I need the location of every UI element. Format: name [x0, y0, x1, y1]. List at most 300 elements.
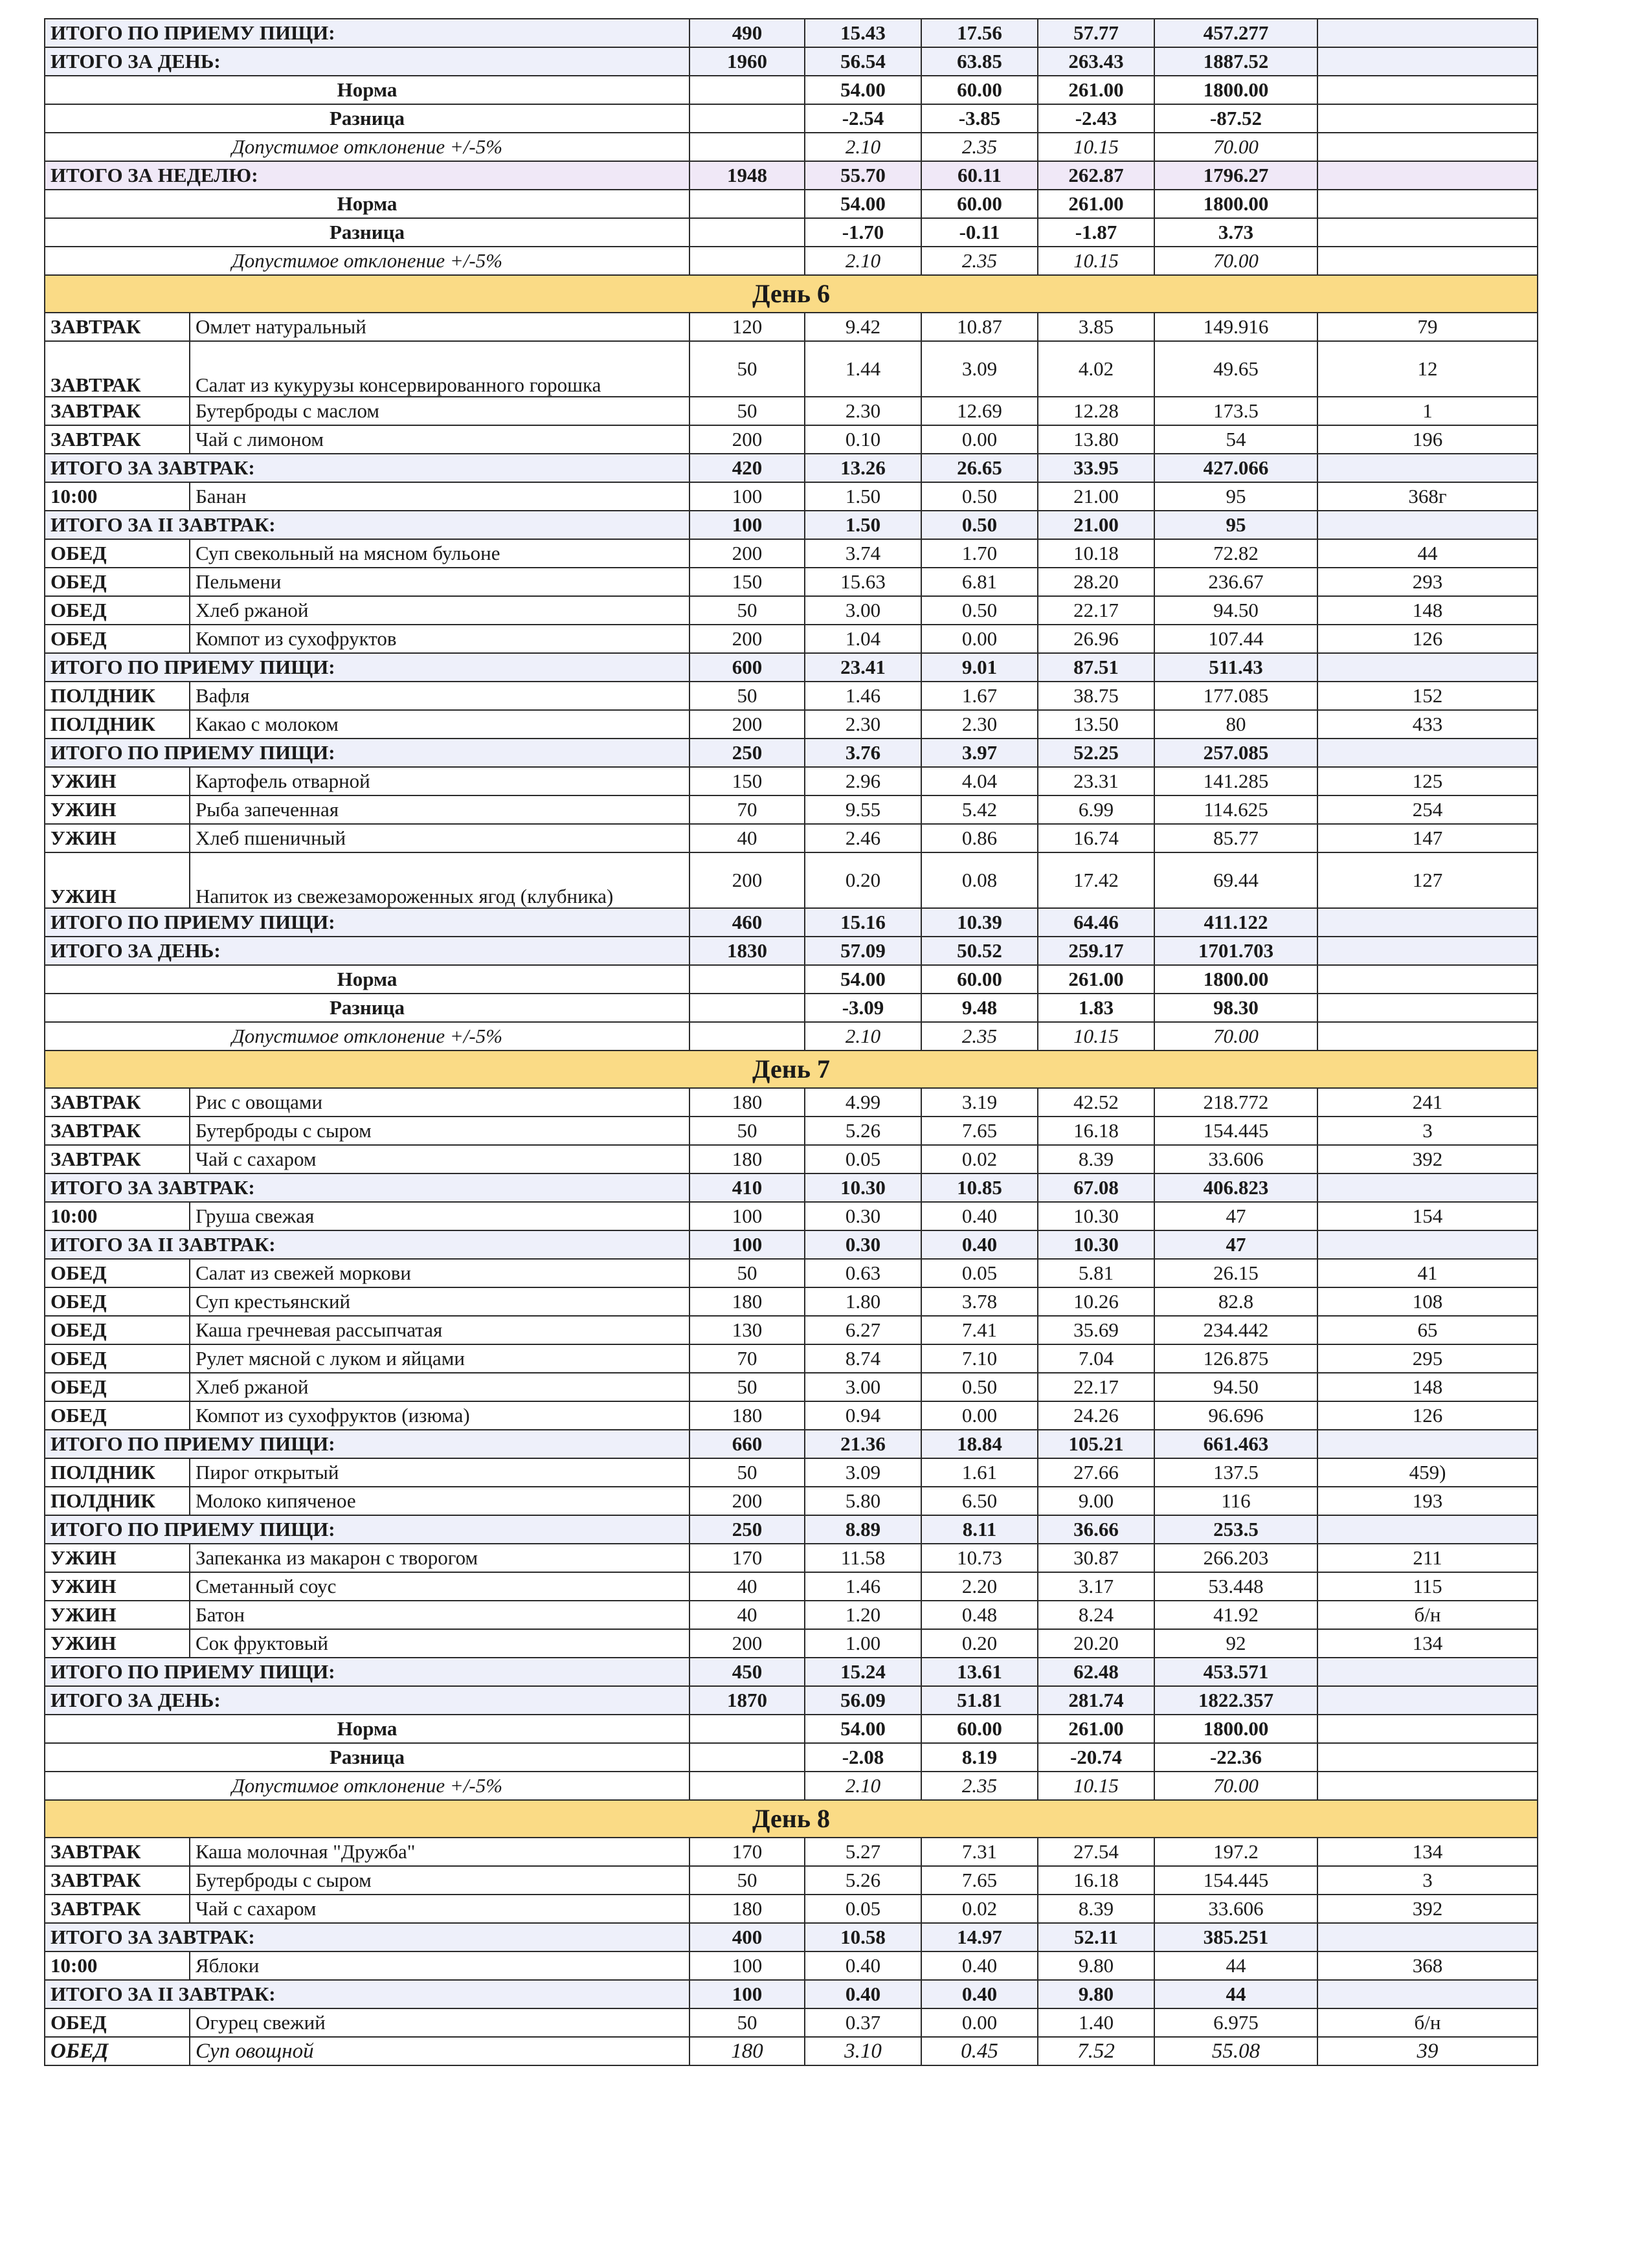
protein-cell: 0.37: [805, 2008, 921, 2037]
weight-cell: 40: [689, 1572, 805, 1601]
summary-label: Норма: [45, 1715, 689, 1743]
recipe-number-cell: б/н: [1317, 2008, 1538, 2037]
dish-cell: Молоко кипяченое: [190, 1487, 689, 1515]
weight-cell: 410: [689, 1173, 805, 1202]
weight-cell: 180: [689, 1088, 805, 1117]
norm-row: [45, 190, 1538, 218]
weight-cell: 170: [689, 1838, 805, 1866]
energy-cell: 427.066: [1154, 454, 1317, 482]
energy-cell: 3.73: [1154, 218, 1317, 247]
protein-cell: 5.80: [805, 1487, 921, 1515]
recipe-number-cell: 134: [1317, 1838, 1538, 1866]
protein-cell: -2.08: [805, 1743, 921, 1772]
total-row: [45, 1173, 1538, 1202]
meal-cell: ОБЕД: [45, 1316, 190, 1344]
dish-row: [45, 1895, 1538, 1923]
fat-cell: 0.00: [921, 425, 1038, 454]
recipe-number-cell: 193: [1317, 1487, 1538, 1515]
day-header-row: [45, 1051, 1538, 1088]
weight-cell: 130: [689, 1316, 805, 1344]
protein-cell: 3.76: [805, 739, 921, 767]
summary-label: ИТОГО ЗА II ЗАВТРАК:: [45, 1980, 689, 2008]
dish-cell: Сок фруктовый: [190, 1629, 689, 1658]
carbs-cell: 261.00: [1038, 965, 1154, 994]
dish-row: [45, 1951, 1538, 1980]
summary-label: ИТОГО ЗА ДЕНЬ:: [45, 937, 689, 965]
fat-cell: 2.35: [921, 247, 1038, 275]
weight-cell: 200: [689, 1629, 805, 1658]
fat-cell: 7.65: [921, 1117, 1038, 1145]
weight-cell: 50: [689, 1259, 805, 1287]
weight-cell: 400: [689, 1923, 805, 1951]
meal-cell: ЗАВТРАК: [45, 425, 190, 454]
fat-cell: 0.48: [921, 1601, 1038, 1629]
recipe-number-cell: 196: [1317, 425, 1538, 454]
protein-cell: 2.10: [805, 1772, 921, 1800]
carbs-cell: 16.18: [1038, 1117, 1154, 1145]
total-row: [45, 19, 1538, 47]
recipe-number-cell: [1317, 1658, 1538, 1686]
fat-cell: 0.86: [921, 824, 1038, 852]
difference-row: [45, 218, 1538, 247]
energy-cell: 266.203: [1154, 1544, 1317, 1572]
recipe-number-cell: [1317, 937, 1538, 965]
dish-cell: Груша свежая: [190, 1202, 689, 1230]
protein-cell: 2.10: [805, 1022, 921, 1051]
meal-cell: ЗАВТРАК: [45, 1117, 190, 1145]
summary-label: Норма: [45, 190, 689, 218]
recipe-number-cell: 115: [1317, 1572, 1538, 1601]
fat-cell: 12.69: [921, 397, 1038, 425]
energy-cell: 1701.703: [1154, 937, 1317, 965]
summary-label: ИТОГО ПО ПРИЕМУ ПИЩИ:: [45, 653, 689, 682]
norm-row: [45, 1715, 1538, 1743]
recipe-number-cell: 108: [1317, 1287, 1538, 1316]
carbs-cell: 105.21: [1038, 1430, 1154, 1458]
energy-cell: 1887.52: [1154, 47, 1317, 76]
fat-cell: 3.78: [921, 1287, 1038, 1316]
weight-cell: [689, 965, 805, 994]
fat-cell: 3.09: [921, 341, 1038, 397]
dish-cell: Хлеб ржаной: [190, 596, 689, 625]
total-row: [45, 511, 1538, 539]
fat-cell: 0.50: [921, 511, 1038, 539]
day-header: День 8: [45, 1800, 1538, 1838]
summary-label: Допустимое отклонение +/-5%: [45, 133, 689, 161]
recipe-number-cell: 148: [1317, 1373, 1538, 1401]
carbs-cell: 10.15: [1038, 247, 1154, 275]
fat-cell: 7.65: [921, 1866, 1038, 1895]
recipe-number-cell: 126: [1317, 1401, 1538, 1430]
meal-cell: ОБЕД: [45, 596, 190, 625]
total-row: [45, 454, 1538, 482]
protein-cell: 0.94: [805, 1401, 921, 1430]
dish-cell: Батон: [190, 1601, 689, 1629]
weight-cell: [689, 218, 805, 247]
dish-cell: Бутерброды с сыром: [190, 1117, 689, 1145]
dish-row: [45, 1145, 1538, 1173]
fat-cell: 1.70: [921, 539, 1038, 568]
carbs-cell: 62.48: [1038, 1658, 1154, 1686]
difference-row: [45, 104, 1538, 133]
carbs-cell: 35.69: [1038, 1316, 1154, 1344]
weight-cell: 200: [689, 710, 805, 739]
fat-cell: 8.11: [921, 1515, 1038, 1544]
tolerance-row: [45, 1772, 1538, 1800]
dish-row: [45, 1601, 1538, 1629]
weight-cell: 180: [689, 1287, 805, 1316]
energy-cell: 54: [1154, 425, 1317, 454]
meal-cell: ОБЕД: [45, 1344, 190, 1373]
dish-cell: Рис с овощами: [190, 1088, 689, 1117]
weight-cell: 50: [689, 2008, 805, 2037]
fat-cell: 63.85: [921, 47, 1038, 76]
meal-cell: 10:00: [45, 1951, 190, 1980]
carbs-cell: 4.02: [1038, 341, 1154, 397]
protein-cell: 2.10: [805, 133, 921, 161]
protein-cell: 5.26: [805, 1117, 921, 1145]
energy-cell: 47: [1154, 1202, 1317, 1230]
weight-cell: 120: [689, 313, 805, 341]
weight-cell: 100: [689, 1980, 805, 2008]
dish-cell: Омлет натуральный: [190, 313, 689, 341]
weight-cell: 250: [689, 1515, 805, 1544]
recipe-number-cell: [1317, 76, 1538, 104]
weight-cell: 200: [689, 625, 805, 653]
carbs-cell: 23.31: [1038, 767, 1154, 795]
protein-cell: 3.00: [805, 1373, 921, 1401]
dish-row: [45, 2008, 1538, 2037]
protein-cell: 9.42: [805, 313, 921, 341]
weight-cell: 50: [689, 1866, 805, 1895]
energy-cell: 1800.00: [1154, 76, 1317, 104]
recipe-number-cell: 293: [1317, 568, 1538, 596]
dish-row: [45, 1344, 1538, 1373]
total-row: [45, 1923, 1538, 1951]
recipe-number-cell: 3: [1317, 1117, 1538, 1145]
energy-cell: 82.8: [1154, 1287, 1317, 1316]
summary-label: ИТОГО ПО ПРИЕМУ ПИЩИ:: [45, 19, 689, 47]
carbs-cell: 52.25: [1038, 739, 1154, 767]
fat-cell: 2.20: [921, 1572, 1038, 1601]
weight-cell: [689, 76, 805, 104]
weight-cell: 50: [689, 596, 805, 625]
carbs-cell: 42.52: [1038, 1088, 1154, 1117]
energy-cell: 47: [1154, 1230, 1317, 1259]
fat-cell: 0.40: [921, 1202, 1038, 1230]
meal-cell: ЗАВТРАК: [45, 1145, 190, 1173]
recipe-number-cell: [1317, 653, 1538, 682]
carbs-cell: 259.17: [1038, 937, 1154, 965]
dish-row: [45, 1866, 1538, 1895]
summary-label: ИТОГО ЗА ДЕНЬ:: [45, 1686, 689, 1715]
summary-label: Разница: [45, 218, 689, 247]
dish-cell: Салат из свежей моркови: [190, 1259, 689, 1287]
carbs-cell: 27.54: [1038, 1838, 1154, 1866]
dish-row: [45, 1088, 1538, 1117]
recipe-number-cell: 39: [1317, 2037, 1538, 2065]
weight-cell: 50: [689, 682, 805, 710]
dish-cell: Напиток из свежезамороженных ягод (клубника): [190, 852, 689, 908]
carbs-cell: 7.04: [1038, 1344, 1154, 1373]
fat-cell: 0.02: [921, 1895, 1038, 1923]
carbs-cell: 5.81: [1038, 1259, 1154, 1287]
protein-cell: 10.58: [805, 1923, 921, 1951]
energy-cell: 94.50: [1154, 1373, 1317, 1401]
meal-cell: 10:00: [45, 482, 190, 511]
weight-cell: 180: [689, 1401, 805, 1430]
dish-row: [45, 1316, 1538, 1344]
carbs-cell: 262.87: [1038, 161, 1154, 190]
protein-cell: 55.70: [805, 161, 921, 190]
dish-row: [45, 1401, 1538, 1430]
energy-cell: 80: [1154, 710, 1317, 739]
protein-cell: 1.00: [805, 1629, 921, 1658]
dish-row: [45, 1838, 1538, 1866]
meal-cell: УЖИН: [45, 1544, 190, 1572]
dish-cell: Картофель отварной: [190, 767, 689, 795]
meal-cell: ЗАВТРАК: [45, 1838, 190, 1866]
dish-row: [45, 710, 1538, 739]
protein-cell: 15.63: [805, 568, 921, 596]
carbs-cell: 17.42: [1038, 852, 1154, 908]
carbs-cell: 8.24: [1038, 1601, 1154, 1629]
protein-cell: 56.09: [805, 1686, 921, 1715]
energy-cell: 253.5: [1154, 1515, 1317, 1544]
meal-cell: ОБЕД: [45, 1259, 190, 1287]
energy-cell: 173.5: [1154, 397, 1317, 425]
protein-cell: 2.96: [805, 767, 921, 795]
dish-row: [45, 1629, 1538, 1658]
energy-cell: 218.772: [1154, 1088, 1317, 1117]
recipe-number-cell: 134: [1317, 1629, 1538, 1658]
fat-cell: 51.81: [921, 1686, 1038, 1715]
total-row: [45, 653, 1538, 682]
weight-cell: 660: [689, 1430, 805, 1458]
fat-cell: 26.65: [921, 454, 1038, 482]
recipe-number-cell: [1317, 1230, 1538, 1259]
recipe-number-cell: 148: [1317, 596, 1538, 625]
dish-cell: Чай с сахаром: [190, 1895, 689, 1923]
recipe-number-cell: 152: [1317, 682, 1538, 710]
summary-label: ИТОГО ЗА ЗАВТРАК:: [45, 454, 689, 482]
energy-cell: 92: [1154, 1629, 1317, 1658]
meal-cell: УЖИН: [45, 767, 190, 795]
protein-cell: 23.41: [805, 653, 921, 682]
recipe-number-cell: 433: [1317, 710, 1538, 739]
fat-cell: 0.45: [921, 2037, 1038, 2065]
energy-cell: 126.875: [1154, 1344, 1317, 1373]
weight-cell: 600: [689, 653, 805, 682]
energy-cell: 53.448: [1154, 1572, 1317, 1601]
protein-cell: 1.20: [805, 1601, 921, 1629]
fat-cell: 5.42: [921, 795, 1038, 824]
meal-cell: ОБЕД: [45, 1401, 190, 1430]
weight-cell: 180: [689, 2037, 805, 2065]
protein-cell: -1.70: [805, 218, 921, 247]
recipe-number-cell: 254: [1317, 795, 1538, 824]
recipe-number-cell: 295: [1317, 1344, 1538, 1373]
protein-cell: 0.30: [805, 1230, 921, 1259]
carbs-cell: 67.08: [1038, 1173, 1154, 1202]
carbs-cell: 3.17: [1038, 1572, 1154, 1601]
recipe-number-cell: [1317, 1430, 1538, 1458]
recipe-number-cell: 241: [1317, 1088, 1538, 1117]
total-row: [45, 1430, 1538, 1458]
summary-label: ИТОГО ПО ПРИЕМУ ПИЩИ:: [45, 739, 689, 767]
dish-cell: Хлеб пшеничный: [190, 824, 689, 852]
energy-cell: 197.2: [1154, 1838, 1317, 1866]
weight-cell: 180: [689, 1145, 805, 1173]
weight-cell: 200: [689, 425, 805, 454]
energy-cell: 234.442: [1154, 1316, 1317, 1344]
weight-cell: [689, 247, 805, 275]
carbs-cell: 27.66: [1038, 1458, 1154, 1487]
protein-cell: 0.20: [805, 852, 921, 908]
recipe-number-cell: [1317, 994, 1538, 1022]
protein-cell: 0.40: [805, 1951, 921, 1980]
protein-cell: 10.30: [805, 1173, 921, 1202]
summary-label: Допустимое отклонение +/-5%: [45, 1772, 689, 1800]
energy-cell: 70.00: [1154, 247, 1317, 275]
recipe-number-cell: [1317, 1743, 1538, 1772]
weight-cell: 100: [689, 1202, 805, 1230]
energy-cell: 107.44: [1154, 625, 1317, 653]
energy-cell: -22.36: [1154, 1743, 1317, 1772]
carbs-cell: 16.74: [1038, 824, 1154, 852]
weight-cell: 50: [689, 397, 805, 425]
summary-label: ИТОГО ПО ПРИЕМУ ПИЩИ:: [45, 1515, 689, 1544]
summary-label: Разница: [45, 994, 689, 1022]
weight-cell: 200: [689, 1487, 805, 1515]
total-row: [45, 908, 1538, 937]
protein-cell: 2.30: [805, 710, 921, 739]
carbs-cell: 52.11: [1038, 1923, 1154, 1951]
summary-label: ИТОГО ЗА НЕДЕЛЮ:: [45, 161, 689, 190]
summary-label: ИТОГО ПО ПРИЕМУ ПИЩИ:: [45, 908, 689, 937]
carbs-cell: 8.39: [1038, 1895, 1154, 1923]
protein-cell: 15.24: [805, 1658, 921, 1686]
carbs-cell: 10.30: [1038, 1202, 1154, 1230]
dish-row: [45, 539, 1538, 568]
carbs-cell: 7.52: [1038, 2037, 1154, 2065]
carbs-cell: 22.17: [1038, 1373, 1154, 1401]
carbs-cell: 16.18: [1038, 1866, 1154, 1895]
weight-cell: 100: [689, 511, 805, 539]
dish-cell: Яблоки: [190, 1951, 689, 1980]
fat-cell: 3.19: [921, 1088, 1038, 1117]
fat-cell: 6.81: [921, 568, 1038, 596]
dish-row: [45, 682, 1538, 710]
meal-cell: ОБЕД: [45, 1287, 190, 1316]
recipe-number-cell: [1317, 1980, 1538, 2008]
energy-cell: 98.30: [1154, 994, 1317, 1022]
fat-cell: 18.84: [921, 1430, 1038, 1458]
protein-cell: 15.43: [805, 19, 921, 47]
dish-row: [45, 568, 1538, 596]
recipe-number-cell: 368г: [1317, 482, 1538, 511]
protein-cell: 8.74: [805, 1344, 921, 1373]
weight-cell: 70: [689, 795, 805, 824]
total-row: [45, 1658, 1538, 1686]
weight-cell: [689, 190, 805, 218]
dish-cell: Вафля: [190, 682, 689, 710]
protein-cell: 0.30: [805, 1202, 921, 1230]
protein-cell: 0.05: [805, 1145, 921, 1173]
total-row: [45, 1230, 1538, 1259]
fat-cell: 2.35: [921, 1772, 1038, 1800]
weight-cell: [689, 1772, 805, 1800]
carbs-cell: 36.66: [1038, 1515, 1154, 1544]
recipe-number-cell: [1317, 1022, 1538, 1051]
fat-cell: 60.00: [921, 76, 1038, 104]
recipe-number-cell: 392: [1317, 1895, 1538, 1923]
dish-cell: Хлеб ржаной: [190, 1373, 689, 1401]
protein-cell: 0.63: [805, 1259, 921, 1287]
carbs-cell: 10.15: [1038, 133, 1154, 161]
summary-label: ИТОГО ПО ПРИЕМУ ПИЩИ:: [45, 1430, 689, 1458]
carbs-cell: 261.00: [1038, 76, 1154, 104]
fat-cell: 1.61: [921, 1458, 1038, 1487]
dish-row: [45, 596, 1538, 625]
carbs-cell: 281.74: [1038, 1686, 1154, 1715]
energy-cell: 385.251: [1154, 1923, 1317, 1951]
weight-cell: 200: [689, 539, 805, 568]
meal-cell: ПОЛДНИК: [45, 1458, 190, 1487]
carbs-cell: 10.18: [1038, 539, 1154, 568]
dish-row: [45, 1458, 1538, 1487]
weight-cell: 200: [689, 852, 805, 908]
recipe-number-cell: [1317, 161, 1538, 190]
fat-cell: 4.04: [921, 767, 1038, 795]
meal-cell: УЖИН: [45, 1629, 190, 1658]
dish-row: [45, 1117, 1538, 1145]
protein-cell: 1.44: [805, 341, 921, 397]
meal-cell: ОБЕД: [45, 2037, 190, 2065]
meal-cell: ОБЕД: [45, 539, 190, 568]
recipe-number-cell: 127: [1317, 852, 1538, 908]
protein-cell: 3.09: [805, 1458, 921, 1487]
weight-cell: 1870: [689, 1686, 805, 1715]
summary-label: Допустимое отклонение +/-5%: [45, 247, 689, 275]
summary-label: ИТОГО ЗА ЗАВТРАК:: [45, 1173, 689, 1202]
dish-row: [45, 1544, 1538, 1572]
dish-row: [45, 482, 1538, 511]
dish-row: [45, 425, 1538, 454]
meal-cell: УЖИН: [45, 1601, 190, 1629]
meal-cell: ОБЕД: [45, 1373, 190, 1401]
meal-cell: ЗАВТРАК: [45, 397, 190, 425]
dish-cell: Сметанный соус: [190, 1572, 689, 1601]
fat-cell: 10.39: [921, 908, 1038, 937]
meal-cell: УЖИН: [45, 852, 190, 908]
energy-cell: 141.285: [1154, 767, 1317, 795]
dish-cell: Бутерброды с маслом: [190, 397, 689, 425]
total-row: [45, 739, 1538, 767]
energy-cell: 44: [1154, 1980, 1317, 2008]
meal-cell: ПОЛДНИК: [45, 1487, 190, 1515]
protein-cell: -2.54: [805, 104, 921, 133]
fat-cell: 0.50: [921, 1373, 1038, 1401]
protein-cell: 1.46: [805, 1572, 921, 1601]
weight-cell: 150: [689, 568, 805, 596]
recipe-number-cell: 459): [1317, 1458, 1538, 1487]
fat-cell: 10.73: [921, 1544, 1038, 1572]
meal-cell: ОБЕД: [45, 2008, 190, 2037]
dish-row: [45, 1487, 1538, 1515]
protein-cell: 54.00: [805, 965, 921, 994]
summary-label: ИТОГО ЗА ЗАВТРАК:: [45, 1923, 689, 1951]
